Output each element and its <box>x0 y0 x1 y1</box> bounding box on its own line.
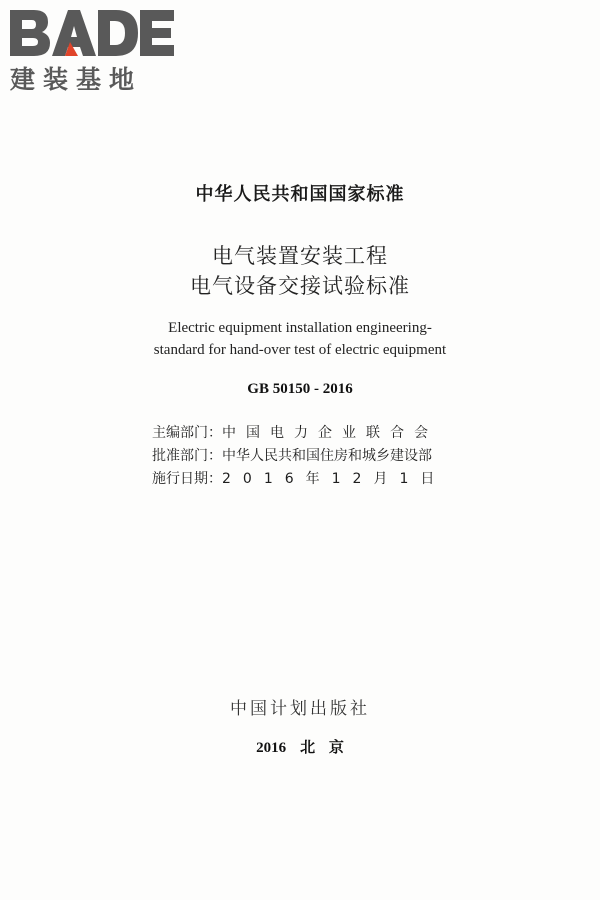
date-label: 施行日期： <box>152 471 222 487</box>
info-block <box>152 422 472 491</box>
approver-label: 批准部门： <box>152 448 222 464</box>
standard-code: GB 50150 - 2016 <box>247 381 353 397</box>
publication-place <box>0 736 600 757</box>
publication-year: 2016 <box>256 740 287 756</box>
approver-value: 中华人民共和国住房和城乡建设部 <box>222 448 432 464</box>
bade-logo <box>8 4 178 94</box>
editor-value: 中国电力企业联合会 <box>222 425 438 441</box>
publisher-name: 中国计划出版社 <box>230 699 370 719</box>
publication-city: 北 京 <box>300 740 344 756</box>
info-row-editor <box>152 422 472 445</box>
title-en-line2: standard for hand-over test of electric equipment <box>153 342 447 358</box>
standard-country: 中华人民共和国国家标准 <box>195 184 405 205</box>
title-en-line1: Electric equipment installation engineering- <box>168 320 432 336</box>
logo-letter-d <box>98 10 138 56</box>
bade-logo-mark <box>8 4 176 58</box>
date-value: 2016年12月1日 <box>222 471 447 487</box>
editor-label: 主编部门： <box>152 425 222 441</box>
title-cn-line1: 电气装置安装工程 <box>212 244 388 268</box>
info-row-approver <box>152 445 472 468</box>
info-row-date <box>152 468 472 491</box>
title-cn-line2: 电气设备交接试验标准 <box>190 274 410 298</box>
logo-letter-e <box>140 10 174 56</box>
logo-chinese-text: 建装基地 <box>10 65 143 94</box>
logo-letter-b <box>10 10 50 56</box>
